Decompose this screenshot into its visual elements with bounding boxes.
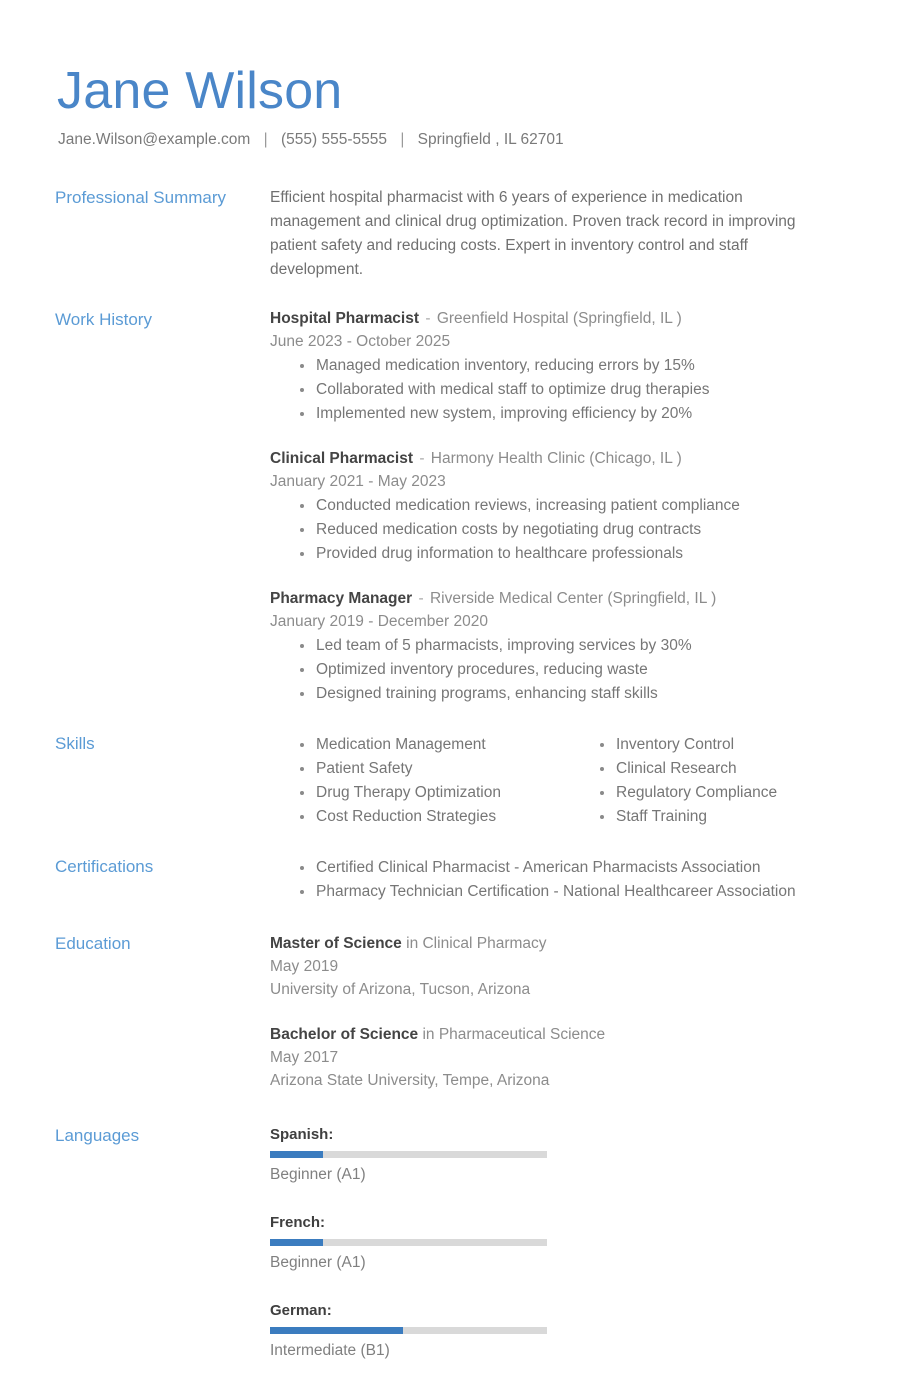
work-history-entry bbox=[270, 308, 845, 426]
language-proficiency-fill bbox=[270, 1239, 323, 1246]
work-history-body bbox=[270, 308, 845, 706]
job-title: Pharmacy Manager bbox=[270, 590, 413, 607]
language-item bbox=[270, 1212, 568, 1274]
language-name: French: bbox=[270, 1214, 326, 1231]
job-dates: January 2019 - December 2020 bbox=[270, 613, 488, 630]
language-proficiency-fill bbox=[270, 1327, 403, 1334]
language-level: Beginner (A1) bbox=[270, 1254, 366, 1271]
language-proficiency-bar bbox=[270, 1151, 547, 1158]
skill-item: Staff Training bbox=[600, 805, 870, 829]
languages-body bbox=[270, 1124, 845, 1388]
education-degree-field: in Pharmaceutical Science bbox=[418, 1026, 606, 1043]
job-bullet: Implemented new system, improving efficiency by 20% bbox=[300, 402, 845, 426]
education-school: Arizona State University, Tempe, Arizona bbox=[270, 1072, 550, 1089]
education-date: May 2019 bbox=[270, 958, 339, 975]
job-separator: - bbox=[415, 450, 429, 467]
job-bullet-list bbox=[270, 494, 845, 566]
skill-item: Regulatory Compliance bbox=[600, 781, 870, 805]
language-proficiency-fill bbox=[270, 1151, 323, 1158]
candidate-name: Jane Wilson bbox=[57, 62, 343, 120]
certifications-list bbox=[270, 856, 845, 904]
section-heading-certifications: Certifications bbox=[55, 857, 154, 876]
languages-grid bbox=[270, 1124, 845, 1388]
resume-header bbox=[55, 0, 845, 150]
contact-location: Springfield , IL 62701 bbox=[417, 131, 564, 148]
job-bullet: Managed medication inventory, reducing errors by 15% bbox=[300, 354, 845, 378]
summary-body bbox=[270, 186, 845, 282]
language-level: Beginner (A1) bbox=[270, 1166, 366, 1183]
section-heading-summary: Professional Summary bbox=[55, 188, 227, 207]
section-certifications bbox=[55, 855, 845, 904]
language-item bbox=[270, 1124, 568, 1186]
language-item bbox=[270, 1300, 568, 1362]
education-entry bbox=[270, 1023, 845, 1092]
skill-item: Inventory Control bbox=[600, 733, 870, 757]
job-dates: June 2023 - October 2025 bbox=[270, 333, 451, 350]
section-heading-education: Education bbox=[55, 934, 131, 953]
job-headline bbox=[270, 448, 845, 470]
section-professional-summary bbox=[55, 186, 845, 282]
summary-text: Efficient hospital pharmacist with 6 years of experience in medication management and clinical drug optimization. Proven track record in improving patient safety and reducing costs. Expert in inventory control and staff development. bbox=[270, 189, 796, 278]
skill-item: Medication Management bbox=[300, 733, 570, 757]
contact-separator-1: | bbox=[263, 131, 268, 148]
education-entry bbox=[270, 932, 845, 1001]
skills-list-left bbox=[270, 733, 570, 829]
job-bullet-list bbox=[270, 354, 845, 426]
education-body bbox=[270, 932, 845, 1092]
contact-line bbox=[58, 130, 845, 150]
skill-item: Patient Safety bbox=[300, 757, 570, 781]
education-degree bbox=[270, 932, 845, 955]
education-date: May 2017 bbox=[270, 1049, 339, 1066]
job-title: Clinical Pharmacist bbox=[270, 450, 414, 467]
skills-column-left bbox=[270, 732, 570, 829]
language-name: Spanish: bbox=[270, 1126, 334, 1143]
skill-item: Drug Therapy Optimization bbox=[300, 781, 570, 805]
skills-column-right bbox=[570, 732, 870, 829]
skills-body bbox=[270, 732, 845, 829]
skill-item: Clinical Research bbox=[600, 757, 870, 781]
job-bullet-list bbox=[270, 634, 845, 706]
language-level: Intermediate (B1) bbox=[270, 1342, 390, 1359]
job-title: Hospital Pharmacist bbox=[270, 310, 420, 327]
job-bullet: Led team of 5 pharmacists, improving services by 30% bbox=[300, 634, 845, 658]
job-bullet: Collaborated with medical staff to optimize drug therapies bbox=[300, 378, 845, 402]
job-company: Riverside Medical Center (Springfield, IL ) bbox=[429, 590, 717, 607]
job-bullet: Designed training programs, enhancing staff skills bbox=[300, 682, 845, 706]
contact-phone: (555) 555-5555 bbox=[281, 131, 387, 148]
certification-item: Certified Clinical Pharmacist - American Pharmacists Association bbox=[300, 856, 845, 880]
work-history-entry bbox=[270, 448, 845, 566]
skills-list-right bbox=[570, 733, 870, 829]
education-degree-name: Master of Science bbox=[270, 935, 402, 952]
section-heading-skills: Skills bbox=[55, 734, 95, 753]
section-education bbox=[55, 932, 845, 1092]
section-work-history bbox=[55, 308, 845, 706]
education-school: University of Arizona, Tucson, Arizona bbox=[270, 981, 531, 998]
job-headline bbox=[270, 308, 845, 330]
job-bullet: Optimized inventory procedures, reducing waste bbox=[300, 658, 845, 682]
job-separator: - bbox=[421, 310, 435, 327]
education-degree bbox=[270, 1023, 845, 1046]
job-bullet: Provided drug information to healthcare professionals bbox=[300, 542, 845, 566]
job-bullet: Conducted medication reviews, increasing patient compliance bbox=[300, 494, 845, 518]
certification-item: Pharmacy Technician Certification - National Healthcareer Association bbox=[300, 880, 845, 904]
job-separator: - bbox=[414, 590, 428, 607]
job-company: Greenfield Hospital (Springfield, IL ) bbox=[436, 310, 682, 327]
work-history-entry bbox=[270, 588, 845, 706]
contact-separator-2: | bbox=[400, 131, 405, 148]
job-dates: January 2021 - May 2023 bbox=[270, 473, 446, 490]
section-heading-languages: Languages bbox=[55, 1126, 140, 1145]
section-heading-work-history: Work History bbox=[55, 310, 152, 329]
language-proficiency-bar bbox=[270, 1327, 547, 1334]
job-bullet: Reduced medication costs by negotiating drug contracts bbox=[300, 518, 845, 542]
job-headline bbox=[270, 588, 845, 610]
section-skills bbox=[55, 732, 845, 829]
contact-email: Jane.Wilson@example.com bbox=[58, 131, 251, 148]
skills-columns bbox=[270, 732, 845, 829]
language-name: German: bbox=[270, 1302, 332, 1319]
section-languages bbox=[55, 1124, 845, 1388]
job-company: Harmony Health Clinic (Chicago, IL ) bbox=[430, 450, 682, 467]
education-degree-name: Bachelor of Science bbox=[270, 1026, 419, 1043]
skill-item: Cost Reduction Strategies bbox=[300, 805, 570, 829]
education-degree-field: in Clinical Pharmacy bbox=[401, 935, 547, 952]
certifications-body bbox=[270, 855, 845, 904]
language-proficiency-bar bbox=[270, 1239, 547, 1246]
